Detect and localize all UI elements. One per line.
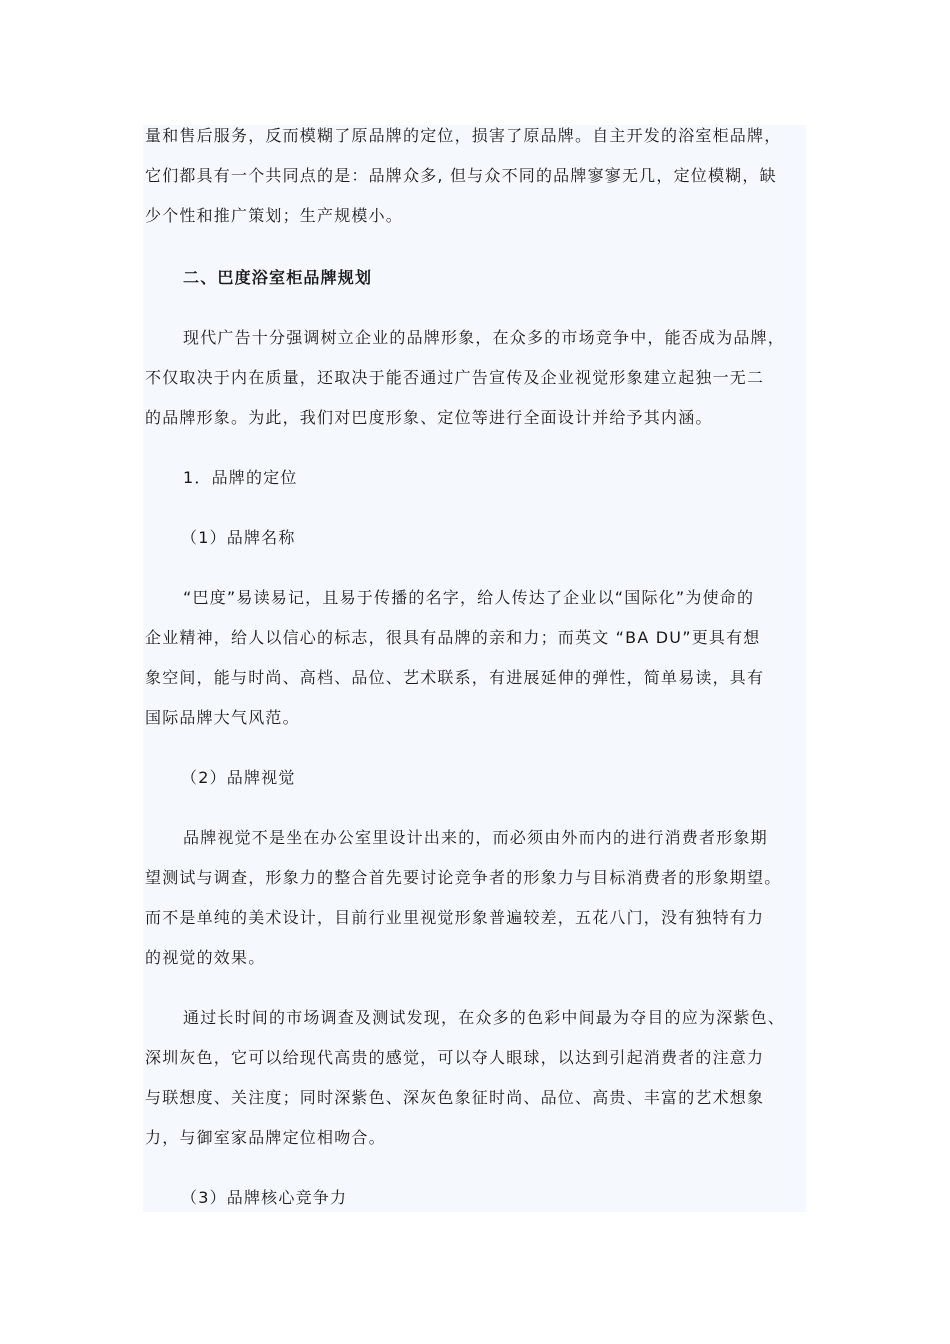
text-line: 象空间，能与时尚、高档、品位、艺术联系，有进展延伸的弹性，简单易读，具有 xyxy=(145,668,765,687)
text-line: 国际品牌大气风范。 xyxy=(145,708,300,727)
text-line: 现代广告十分强调树立企业的品牌形象，在众多的市场竞争中，能否成为品牌， xyxy=(183,328,786,347)
text-line: 不仅取决于内在质量，还取决于能否通过广告宣传及企业视觉形象建立起独一无二 xyxy=(145,368,765,387)
text-line: 通过长时间的市场调查及测试发现，在众多的色彩中间最为夺目的应为深紫色、 xyxy=(183,1008,786,1027)
paragraph-ad xyxy=(145,318,805,438)
paragraph-brand-name xyxy=(145,578,805,738)
text-line: 企业精神，给人以信心的标志，很具有品牌的亲和力；而英文 “BA DU”更具有想 xyxy=(145,628,761,647)
paragraph-brand-visual xyxy=(145,818,805,978)
sub-heading-brand-name xyxy=(145,518,805,558)
text-line: 望测试与调查，形象力的整合首先要讨论竞争者的形象力与目标消费者的形象期望。 xyxy=(145,868,782,887)
text-line: 品牌视觉不是坐在办公室里设计出来的，而必须由外而内的进行消费者形象期 xyxy=(183,828,768,847)
text-line: 而不是单纯的美术设计，目前行业里视觉形象普遍较差，五花八门，没有独特有力 xyxy=(145,908,765,927)
text-line: 它们都具有一个共同点的是：品牌众多, 但与众不同的品牌寥寥无几，定位模糊，缺 xyxy=(145,166,777,185)
sub-heading-positioning xyxy=(145,458,805,498)
paragraph-intro xyxy=(145,116,805,236)
text-line: 深圳灰色，它可以给现代高贵的感觉，可以夺人眼球，以达到引起消费者的注意力 xyxy=(145,1048,765,1067)
text-line: 少个性和推广策划；生产规模小。 xyxy=(145,206,404,225)
sub-heading-text: （3）品牌核心竞争力 xyxy=(181,1188,348,1207)
text-line: “巴度”易读易记，且易于传播的名字，给人传达了企业以“国际化”为使命的 xyxy=(183,588,755,607)
text-line: 的品牌形象。为此，我们对巴度形象、定位等进行全面设计并给予其内涵。 xyxy=(145,408,713,427)
text-line: 的视觉的效果。 xyxy=(145,948,266,967)
section-heading-text: 二、巴度浴室柜品牌规划 xyxy=(183,268,373,287)
sub-heading-brand-visual xyxy=(145,758,805,798)
section-heading xyxy=(145,258,805,298)
sub-heading-text: 1．品牌的定位 xyxy=(183,468,298,487)
paragraph-brand-color xyxy=(145,998,805,1158)
sub-heading-text: （2）品牌视觉 xyxy=(181,768,296,787)
text-line: 力，与御室家品牌定位相吻合。 xyxy=(145,1128,386,1147)
text-line: 量和售后服务，反而模糊了原品牌的定位，损害了原品牌。自主开发的浴室柜品牌， xyxy=(145,126,782,145)
sub-heading-core-competitiveness xyxy=(145,1178,805,1218)
sub-heading-text: （1）品牌名称 xyxy=(181,528,296,547)
text-line: 与联想度、关注度；同时深紫色、深灰色象征时尚、品位、高贵、丰富的艺术想象 xyxy=(145,1088,765,1107)
